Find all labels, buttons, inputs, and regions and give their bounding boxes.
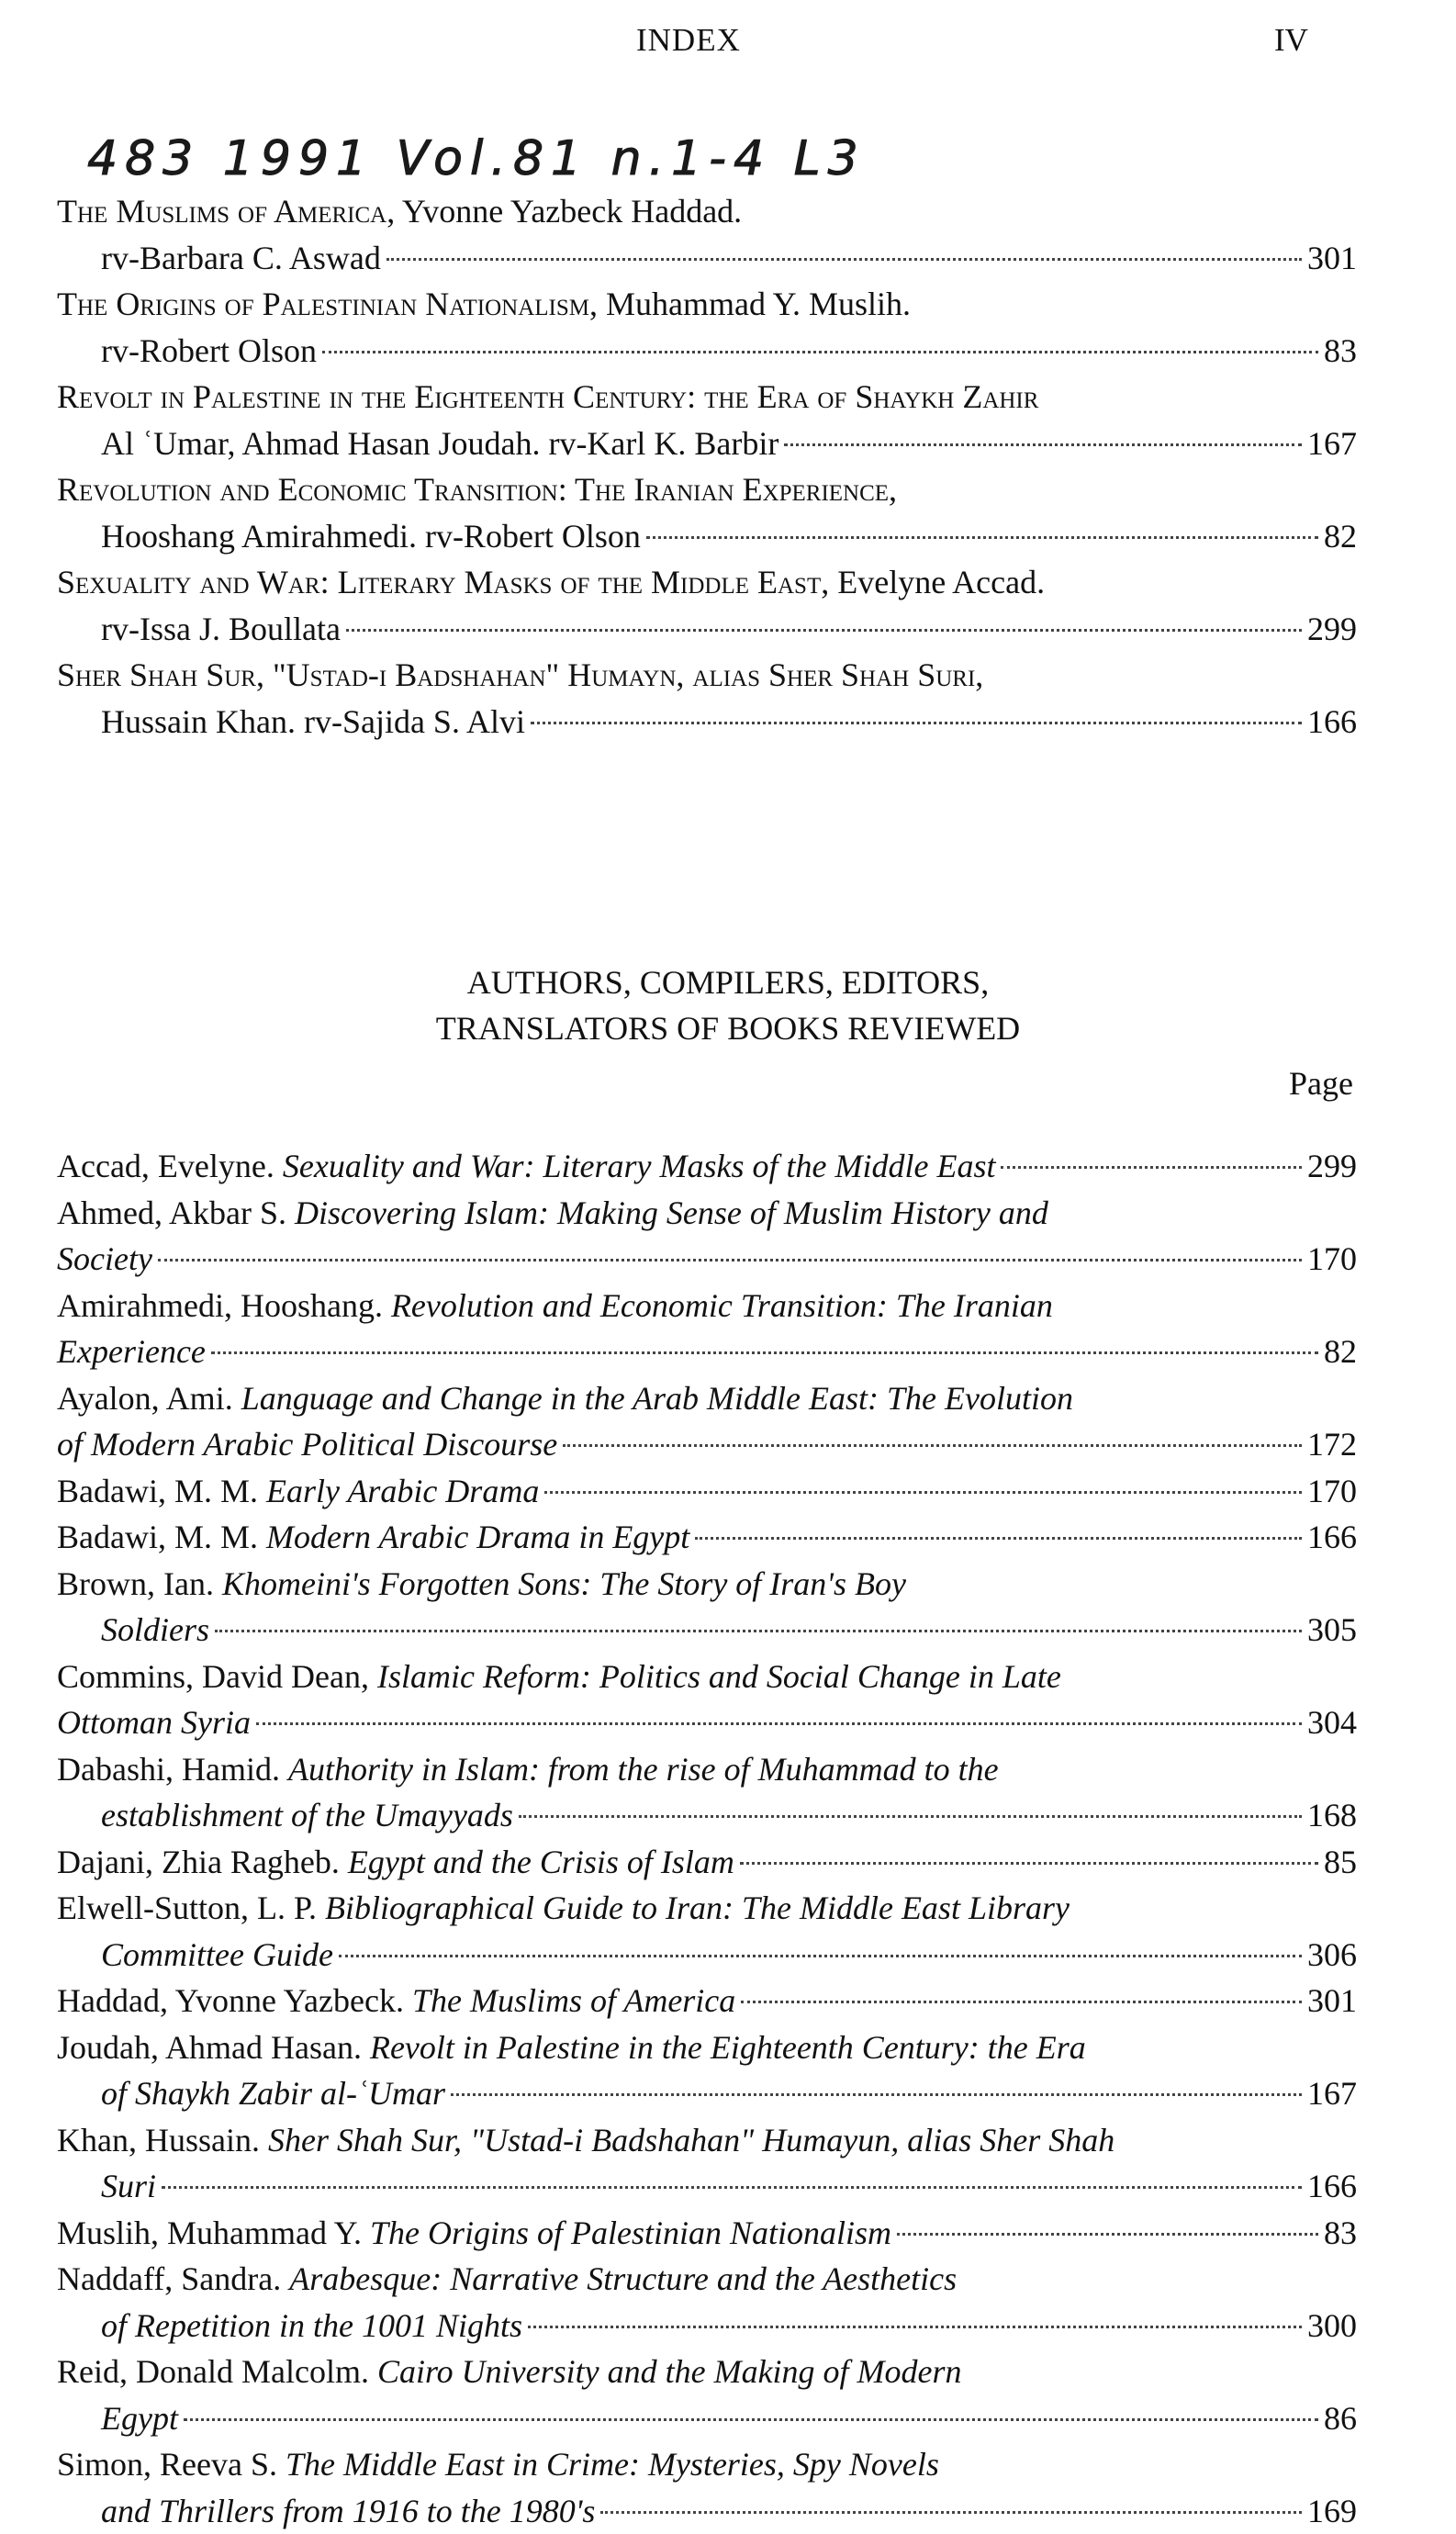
- dot-leader: [211, 1351, 1318, 1354]
- dot-leader: [897, 2233, 1318, 2236]
- dot-leader: [646, 536, 1318, 539]
- page-title: INDEX: [636, 22, 741, 59]
- dot-leader: [600, 2511, 1302, 2514]
- index-line: [101, 328, 1456, 375]
- title-index-entry: [0, 374, 1456, 466]
- index-line: [101, 1792, 1456, 1839]
- index-line: [101, 1932, 1456, 1979]
- index-line: [57, 374, 1456, 420]
- page-reference: 85: [1324, 1839, 1357, 1886]
- author-index-entry: [0, 2024, 1456, 2117]
- author-name: Brown, Ian.: [57, 1565, 214, 1602]
- dot-leader: [256, 1722, 1302, 1725]
- index-line: [57, 2349, 1456, 2395]
- index-line: [101, 1607, 1456, 1654]
- book-title: Revolution and Economic Transition: The Iranian Experience,: [57, 471, 897, 508]
- page-reference: 82: [1324, 513, 1357, 560]
- author-name: Haddad, Yvonne Yazbeck.: [57, 1982, 404, 2019]
- book-title: The Muslims of America: [412, 1982, 735, 2019]
- page-reference: 166: [1307, 1514, 1357, 1561]
- index-line: [101, 513, 1456, 560]
- dot-leader: [1001, 1166, 1302, 1169]
- reviewer: Hussain Khan. rv-Sajida S. Alvi: [101, 703, 525, 740]
- book-author: , Yvonne Yazbeck Haddad.: [386, 193, 742, 230]
- author-index-entry: [0, 2256, 1456, 2349]
- dot-leader: [339, 1955, 1302, 1957]
- index-line: [57, 466, 1456, 513]
- author-index-entry: [0, 1143, 1456, 1190]
- index-line: [57, 1561, 1456, 1608]
- author-name: Commins, David Dean,: [57, 1658, 369, 1695]
- page-reference: 169: [1307, 2488, 1357, 2534]
- index-line: [57, 1654, 1456, 1700]
- page-reference: 166: [1307, 2163, 1357, 2210]
- book-title: Sexuality and War: Literary Masks of the Middle East: [283, 1148, 996, 1184]
- page-reference: 172: [1307, 1421, 1357, 1468]
- author-index-entry: [0, 2441, 1456, 2534]
- book-title-continued: Society: [57, 1240, 152, 1277]
- dot-leader: [386, 258, 1302, 261]
- authors-index-section: [0, 959, 1456, 2534]
- index-line: [101, 606, 1456, 653]
- author-name: Badawi, M. M.: [57, 1473, 258, 1509]
- dot-leader: [346, 629, 1302, 632]
- book-title: Egypt and the Crisis of Islam: [348, 1844, 734, 1880]
- book-title: The Origins of Palestinian Nationalism: [370, 2214, 891, 2251]
- reviewer: Hooshang Amirahmedi. rv-Robert Olson: [101, 518, 641, 555]
- author-index-entry: [0, 1375, 1456, 1468]
- index-line: [57, 1143, 1456, 1190]
- page-reference: 301: [1307, 1978, 1357, 2024]
- page-reference: 83: [1324, 2210, 1357, 2257]
- book-title: Authority in Islam: from the rise of Muhammad to the: [288, 1751, 999, 1788]
- authors-list: [0, 1143, 1456, 2534]
- index-line: [101, 699, 1456, 746]
- book-title-continued: establishment of the Umayyads: [101, 1797, 513, 1833]
- page-column-label: Page: [0, 1060, 1456, 1106]
- reviewer: rv-Issa J. Boullata: [101, 611, 341, 647]
- index-line: [57, 1190, 1456, 1237]
- page-reference: 306: [1307, 1932, 1357, 1979]
- book-title-continued: Suri: [101, 2168, 156, 2204]
- index-line: [57, 1699, 1456, 1746]
- page-reference: 301: [1307, 235, 1357, 282]
- book-title: The Muslims of America: [57, 193, 386, 230]
- book-title-continued: of Shaykh Zabir al-ʿUmar: [101, 2075, 445, 2112]
- book-author: , Muhammad Y. Muslih.: [589, 286, 911, 322]
- book-title-continued: of Modern Arabic Political Discourse: [57, 1426, 557, 1463]
- titles-index-section: [0, 188, 1456, 745]
- index-line: [57, 1839, 1456, 1886]
- author-name: Joudah, Ahmad Hasan.: [57, 2029, 362, 2066]
- book-title-continued: Ottoman Syria: [57, 1704, 251, 1741]
- section-heading-line-2: TRANSLATORS OF BOOKS REVIEWED: [0, 1005, 1456, 1051]
- dot-leader: [741, 2001, 1302, 2003]
- author-index-entry: [0, 1190, 1456, 1283]
- index-line: [57, 281, 1456, 328]
- author-index-entry: [0, 2210, 1456, 2257]
- book-title: Sexuality and War: Literary Masks of the Middle East: [57, 564, 821, 600]
- book-title-continued: Committee Guide: [101, 1936, 333, 1973]
- page-reference: 167: [1307, 2070, 1357, 2117]
- book-author: , Evelyne Accad.: [821, 564, 1045, 600]
- page-header: [0, 22, 1456, 68]
- book-title: Revolt in Palestine in the Eighteenth Century: the Era of Shaykh Zahir: [57, 378, 1038, 415]
- index-line: [57, 1329, 1456, 1375]
- author-name: Khan, Hussain.: [57, 2122, 260, 2158]
- book-title: Early Arabic Drama: [266, 1473, 539, 1509]
- index-line: [57, 1236, 1456, 1283]
- book-title-continued: Experience: [57, 1333, 206, 1370]
- book-title: Cairo University and the Making of Modern: [377, 2353, 962, 2390]
- author-index-entry: [0, 1561, 1456, 1654]
- author-name: Badawi, M. M.: [57, 1519, 258, 1555]
- book-title: Revolution and Economic Transition: The Iranian: [391, 1287, 1053, 1324]
- index-line: [57, 559, 1456, 606]
- dot-leader: [528, 2326, 1302, 2328]
- book-title-continued: of Repetition in the 1001 Nights: [101, 2307, 522, 2344]
- author-index-entry: [0, 1654, 1456, 1746]
- author-index-entry: [0, 1885, 1456, 1978]
- book-title-continued: Soldiers: [101, 1611, 209, 1648]
- dot-leader: [695, 1537, 1302, 1540]
- book-title-continued: and Thrillers from 1916 to the 1980's: [101, 2493, 595, 2529]
- reviewer: rv-Robert Olson: [101, 332, 317, 369]
- book-title: Islamic Reform: Politics and Social Change in Late: [377, 1658, 1061, 1695]
- index-line: [57, 2441, 1456, 2488]
- author-name: Naddaff, Sandra.: [57, 2260, 281, 2297]
- author-index-entry: [0, 1978, 1456, 2024]
- author-index-entry: [0, 1468, 1456, 1515]
- reviewer: rv-Barbara C. Aswad: [101, 240, 381, 276]
- page-reference: 168: [1307, 1792, 1357, 1839]
- index-line: [57, 2117, 1456, 2164]
- index-line: [57, 2256, 1456, 2303]
- author-index-entry: [0, 1514, 1456, 1561]
- author-name: Elwell-Sutton, L. P.: [57, 1889, 317, 1926]
- title-index-entry: [0, 188, 1456, 281]
- author-index-entry: [0, 1746, 1456, 1839]
- dot-leader: [322, 351, 1318, 353]
- author-index-entry: [0, 1283, 1456, 1375]
- index-line: [57, 1283, 1456, 1329]
- page-reference: 170: [1307, 1236, 1357, 1283]
- book-title: Khomeini's Forgotten Sons: The Story of Iran's Boy: [222, 1565, 906, 1602]
- author-name: Reid, Donald Malcolm.: [57, 2353, 369, 2390]
- book-title: Bibliographical Guide to Iran: The Middle East Library: [325, 1889, 1070, 1926]
- author-name: Ayalon, Ami.: [57, 1380, 233, 1417]
- book-title: Arabesque: Narrative Structure and the Aesthetics: [289, 2260, 957, 2297]
- title-index-entry: [0, 281, 1456, 374]
- book-title: The Origins of Palestinian Nationalism: [57, 286, 589, 322]
- author-index-entry: [0, 1839, 1456, 1886]
- dot-leader: [162, 2186, 1302, 2189]
- page-reference: 305: [1307, 1607, 1357, 1654]
- book-title: Modern Arabic Drama in Egypt: [266, 1519, 689, 1555]
- index-line: [57, 1375, 1456, 1422]
- book-title: Discovering Islam: Making Sense of Muslim History and: [295, 1194, 1048, 1231]
- index-line: [101, 2303, 1456, 2349]
- author-name: Ahmed, Akbar S.: [57, 1194, 286, 1231]
- book-title-continued: Egypt: [101, 2400, 178, 2437]
- dot-leader: [784, 443, 1302, 446]
- page-reference: 299: [1307, 1143, 1357, 1190]
- page-reference: 82: [1324, 1329, 1357, 1375]
- dot-leader: [563, 1444, 1302, 1447]
- handwritten-note-text: 483 1991 Vol.81 n.1-4 L3: [87, 131, 866, 186]
- index-line: [57, 1746, 1456, 1793]
- index-line: [101, 2163, 1456, 2210]
- page-reference: 304: [1307, 1699, 1357, 1746]
- dot-leader: [519, 1815, 1302, 1818]
- author-name: Accad, Evelyne.: [57, 1148, 274, 1184]
- page-reference: 167: [1307, 420, 1357, 467]
- page-reference: 166: [1307, 699, 1357, 746]
- author-name: Muslih, Muhammad Y.: [57, 2214, 362, 2251]
- index-line: [101, 2070, 1456, 2117]
- dot-leader: [544, 1491, 1302, 1494]
- page-reference: 299: [1307, 606, 1357, 653]
- title-index-entry: [0, 559, 1456, 652]
- title-index-entry: [0, 466, 1456, 559]
- dot-leader: [740, 1862, 1318, 1865]
- author-name: Amirahmedi, Hooshang.: [57, 1287, 383, 1324]
- page-reference: 170: [1307, 1468, 1357, 1515]
- index-line: [57, 1421, 1456, 1468]
- dot-leader: [158, 1259, 1302, 1261]
- author-index-entry: [0, 2349, 1456, 2441]
- dot-leader: [451, 2093, 1302, 2096]
- page-number: IV: [1274, 22, 1308, 59]
- title-index-entry: [0, 652, 1456, 745]
- page-reference: 83: [1324, 328, 1357, 375]
- index-line: [57, 188, 1456, 235]
- section-heading-line-1: AUTHORS, COMPILERS, EDITORS,: [0, 959, 1456, 1005]
- index-line: [57, 1885, 1456, 1932]
- author-name: Dabashi, Hamid.: [57, 1751, 280, 1788]
- index-line: [101, 2395, 1456, 2442]
- dot-leader: [215, 1630, 1302, 1632]
- book-title: Sher Shah Sur, "Ustad-i Badshahan" Humayun, alias Sher Shah: [268, 2122, 1114, 2158]
- book-title: Language and Change in the Arab Middle East: The Evolution: [241, 1380, 1073, 1417]
- index-line: [101, 420, 1456, 467]
- index-line: [57, 1514, 1456, 1561]
- index-line: [57, 1978, 1456, 2024]
- dot-leader: [184, 2418, 1318, 2421]
- book-title: The Middle East in Crime: Mysteries, Spy Novels: [286, 2446, 939, 2483]
- page-reference: 86: [1324, 2395, 1357, 2442]
- author-index-entry: [0, 2117, 1456, 2210]
- book-title: Revolt in Palestine in the Eighteenth Century: the Era: [370, 2029, 1086, 2066]
- index-line: [57, 2024, 1456, 2071]
- book-title: Sher Shah Sur, "Ustad-i Badshahan" Humayn, alias Sher Shah Suri,: [57, 656, 983, 693]
- index-line: [101, 2488, 1456, 2534]
- author-name: Dajani, Zhia Ragheb.: [57, 1844, 340, 1880]
- index-line: [101, 235, 1456, 282]
- dot-leader: [531, 722, 1302, 724]
- author-name: Simon, Reeva S.: [57, 2446, 277, 2483]
- index-line: [57, 652, 1456, 699]
- page-reference: 300: [1307, 2303, 1357, 2349]
- reviewer: Al ʿUmar, Ahmad Hasan Joudah. rv-Karl K. Barbir: [101, 425, 778, 462]
- index-line: [57, 2210, 1456, 2257]
- index-line: [57, 1468, 1456, 1515]
